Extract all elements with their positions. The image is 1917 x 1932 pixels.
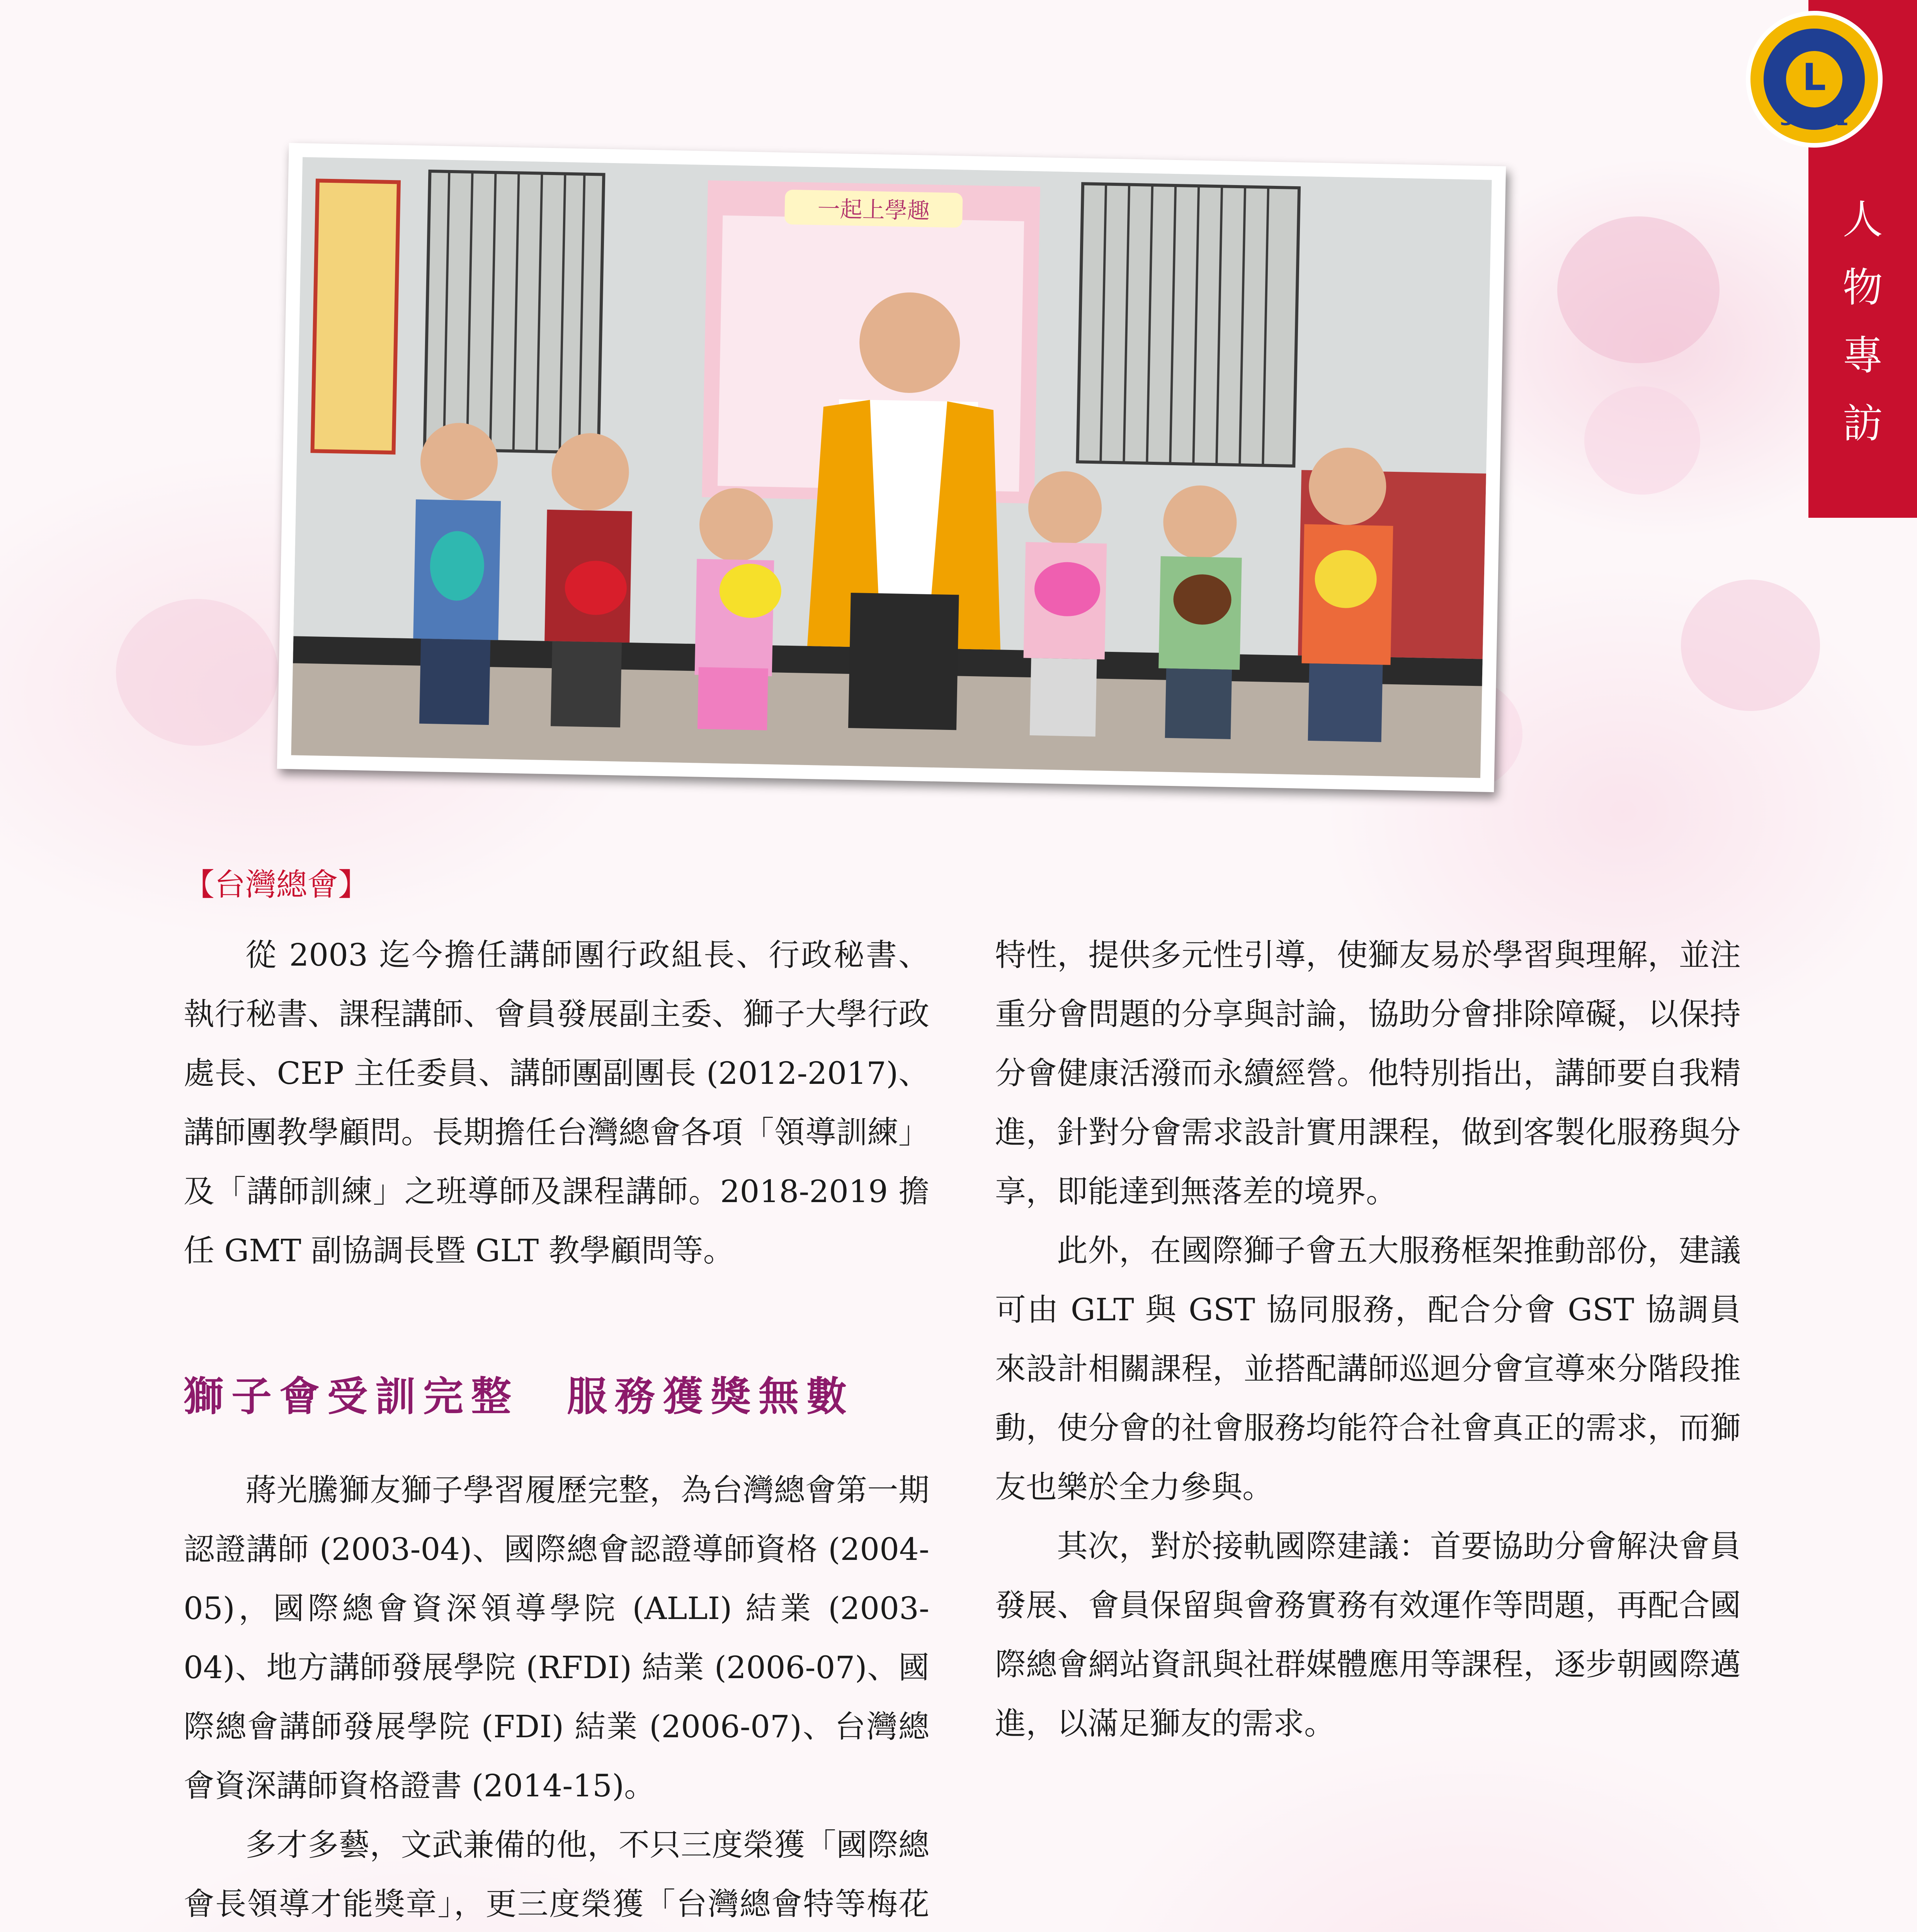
blossom-petal: [1681, 580, 1820, 711]
section-tag: 【台灣總會】: [184, 867, 369, 903]
blossom-petal: [1584, 386, 1700, 495]
lions-logo-letter: L: [1802, 56, 1826, 99]
international-paragraph: 其次，對於接軌國際建議：首要協助分會解決會員發展、會員保留與會務實務有效運作等問題，再配合國際總會網站資訊與社群媒體應用等課程，逐步朝國際邁進，以滿足獅友的需求。: [995, 1528, 1741, 1742]
awards-paragraph: 多才多藝，文武兼備的他，不只三度榮獲「國際總會長領導才能獎章」，更三度榮獲「台灣總會特等梅花: [184, 1827, 929, 1922]
lions-logo: [1750, 15, 1878, 143]
continuation-paragraph: 特性，提供多元性引導，使獅友易於學習與理解，並注重分會問題的分享與討論，協助分會排除障礙，以保持分會健康活潑而永續經營。他特別指出，講師要自我精進，針對分會需求設計實用課程，做到客製化服務與分享，即能達到無落差的境界。: [995, 937, 1741, 1209]
service-framework-paragraph: 此外，在國際獅子會五大服務框架推動部份，建議可由 GLT 與 GST 協同服務，配合分會 GST 協調員來設計相關課程，並搭配講師巡迴分會宣導來分階段推動，使分會的社會服務均能符合社會真正的需求，而獅友也樂於全力參與。: [995, 1233, 1741, 1505]
group-photo: [291, 157, 1492, 778]
heading-training: 獅子會受訓完整 服務獲獎無數: [184, 1372, 855, 1420]
blossom-petal: [1557, 216, 1720, 363]
group-photo-illustration: [291, 157, 1492, 778]
bulletin-banner-text: 一起上學趣: [817, 196, 930, 224]
lions-logo-district: 300A1: [1780, 107, 1849, 130]
intro-paragraph: 從 2003 迄今擔任講師團行政組長、行政秘書、執行秘書、課程講師、會員發展副主委、獅子大學行政處長、CEP 主任委員、講師團副團長 (2012-2017)、講師團教學顧問。長期擔任台灣總會各項「領導訓練」及「講師訓練」之班導師及課程講師。2018-2019 擔任 GMT 副協調長暨 GLT 教學顧問等。: [184, 937, 929, 1269]
left-column-body: [184, 1461, 929, 1932]
lions-logo-core: [1786, 51, 1842, 107]
group-photo-frame: [277, 143, 1506, 792]
left-column-intro: [184, 925, 929, 1280]
right-column-body: [995, 925, 1741, 1753]
blossom-petal: [116, 599, 278, 746]
training-paragraph: 蔣光騰獅友獅子學習履歷完整，為台灣總會第一期認證講師 (2003-04)、國際總會認證導師資格 (2004-05)，國際總會資深領導學院 (ALLI) 結業 (2003-04)、地方講師發展學院 (RFDI) 結業 (2006-07)、國際總會講師發展學院 (FDI) 結業 (2006-07)、台灣總會資深講師資格證書 (2014-15)。: [184, 1472, 929, 1804]
category-tab-label: 人 物 專 訪: [1842, 196, 1883, 447]
